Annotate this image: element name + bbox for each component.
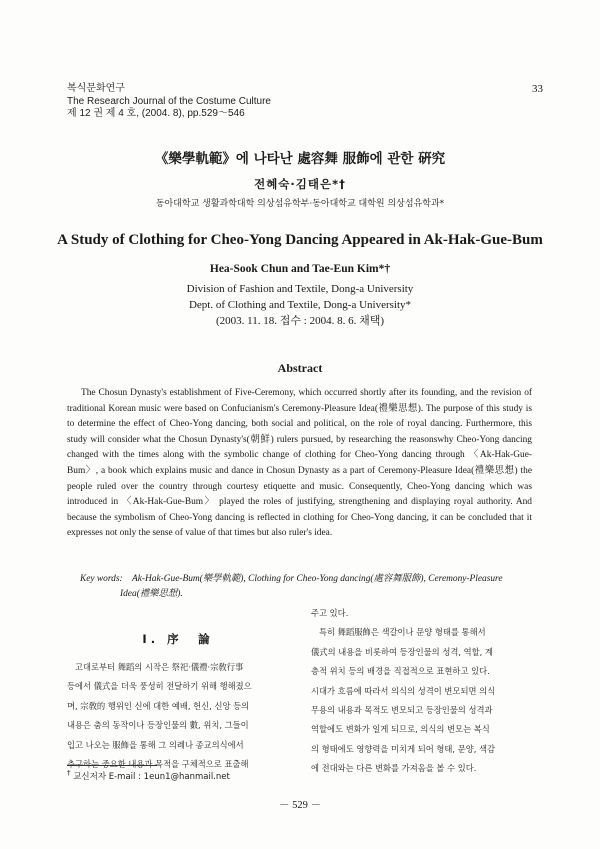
page-number-top: 33 <box>532 83 543 95</box>
body-column-left <box>67 658 289 774</box>
affiliation-korean: 동아대학교 생활과학대학 의상섬유학부·동아대학교 대학원 의상섬유학과* <box>155 199 445 209</box>
journal-volume: 제 12 권 제 4 호, (2004. 8), pp.529～546 <box>67 108 245 119</box>
footnote <box>67 769 230 782</box>
title-korean: 《樂學軌範》에 나타난 處容舞 服飾에 관한 硏究 <box>154 151 446 167</box>
body-line: 입고 나오는 服飾을 통해 그 의례나 종교의식에서 <box>67 739 244 750</box>
body-line: 주고 있다. <box>311 608 349 618</box>
body-line: 역할에도 변화가 일게 되므로, 의식의 변모는 복식 <box>311 724 490 735</box>
body-line: 특히 舞蹈服飾은 색갈이나 문양 형태를 통해서 <box>319 627 486 638</box>
keywords <box>80 572 540 602</box>
body-line: 儀式의 내용을 비롯하여 등장인물의 성격, 역할, 계 <box>311 646 493 657</box>
abstract-body: The Chosun Dynasty's establishment of Five-Ceremony, which occurred shortly after its founding, and the revision of traditional Korean music were based on Confucianism's Ceremony-Pleasure Idea(禮樂思想). The purpose of this study is to determine the effect of Cheo-Yong dancing, both social and political, on the role of royal dancing. Furthermore, this study will consider what the Chosun Dynasty's(朝鮮) rulers pursued, by researching the reasonswhy Cheo-Yong dancing changed with the times along with the symbolic change of clothing for Cheo-Yong dancing through 〈Ak-Hak-Gue-Bum〉, a book which explains music and dance in Chosun Dynasty as a part of Ceremony-Pleasure Idea(禮樂思想) the people ruled over the country through courtesy etiquette and music. Consequently, Cheo-Yong dancing which was introduced in 〈Ak-Hak-Gue-Bum〉 played the roles of justifying, strengthening and displaying royal authority. And because the symbolism of Cheo-Yong dancing is reflected in clothing for Cheo-Yong dancing, it can be concluded that it expresses not only the sense of value of that times but also ruler's idea. <box>67 388 532 539</box>
footnote-text: 교신저자 E-mail : 1eun1@hanmail.net <box>70 771 230 782</box>
footnote-marker: † <box>67 769 71 777</box>
abstract-heading: Abstract <box>277 361 323 375</box>
journal-header <box>67 83 271 121</box>
body-line: 등에서 儀式을 더욱 풍성히 전달하기 위해 행해졌으 <box>67 681 252 692</box>
body-line: 무용의 내용과 목적도 변모되고 등장인물의 성격과 <box>311 705 493 716</box>
journal-name-ko: 복식문화연구 <box>67 83 125 94</box>
affiliation-line: Dept. of Clothing and Textile, Dong-a University* <box>188 299 412 311</box>
body-line: 에 전대와는 다른 변화를 가져옴을 볼 수 있다. <box>311 763 477 774</box>
body-line: 내용은 춤의 동작이나 등장인물의 數, 위치, 그들이 <box>67 720 249 731</box>
body-line: 시대가 흐름에 따라서 의식의 성격이 변모되면 의식 <box>311 685 496 696</box>
body-line: 추구하는 중요한 내용과 목적을 구체적으로 표출해 <box>67 759 249 770</box>
footnote-divider <box>67 765 157 766</box>
authors-english: Hea-Sook Chun and Tae-Eun Kim*† <box>209 263 391 275</box>
section-heading: Ⅰ. 序 論 <box>142 632 214 646</box>
body-column-right <box>311 604 533 779</box>
keywords-line: Idea(禮樂思想). <box>120 589 183 599</box>
title-english: A Study of Clothing for Cheo-Yong Dancing Appeared in Ak-Hak-Gue-Bum <box>57 232 543 248</box>
journal-name-en: The Research Journal of the Costume Culture <box>67 95 271 107</box>
keywords-label: Key words: <box>80 574 123 584</box>
body-line: 의 형태에도 영향력을 미치게 되어 형태, 문양, 색감 <box>311 743 496 754</box>
body-line: 며, 宗敎的 행위인 신에 대한 예배, 헌신, 신앙 등의 <box>67 700 250 711</box>
page-number-bottom: － 529 － <box>279 800 321 811</box>
received-accepted-dates: (2003. 11. 18. 접수 : 2004. 8. 6. 채택) <box>216 315 384 327</box>
keywords-line: Ak-Hak-Gue-Bum(樂學軌範), Clothing for Cheo-Yong dancing(處容舞服飾), Ceremony-Pleasure <box>132 574 503 584</box>
affiliation-english <box>0 281 600 329</box>
authors-korean: 전혜숙·김태은*† <box>254 177 346 191</box>
affiliation-line: Division of Fashion and Textile, Dong-a University <box>186 283 414 295</box>
body-line: 층적 위치 등의 배경을 직접적으로 표현하고 있다. <box>311 666 490 677</box>
body-line: 고대로부터 舞蹈의 시작은 祭祀·儀禮·宗敎行事 <box>75 662 244 672</box>
